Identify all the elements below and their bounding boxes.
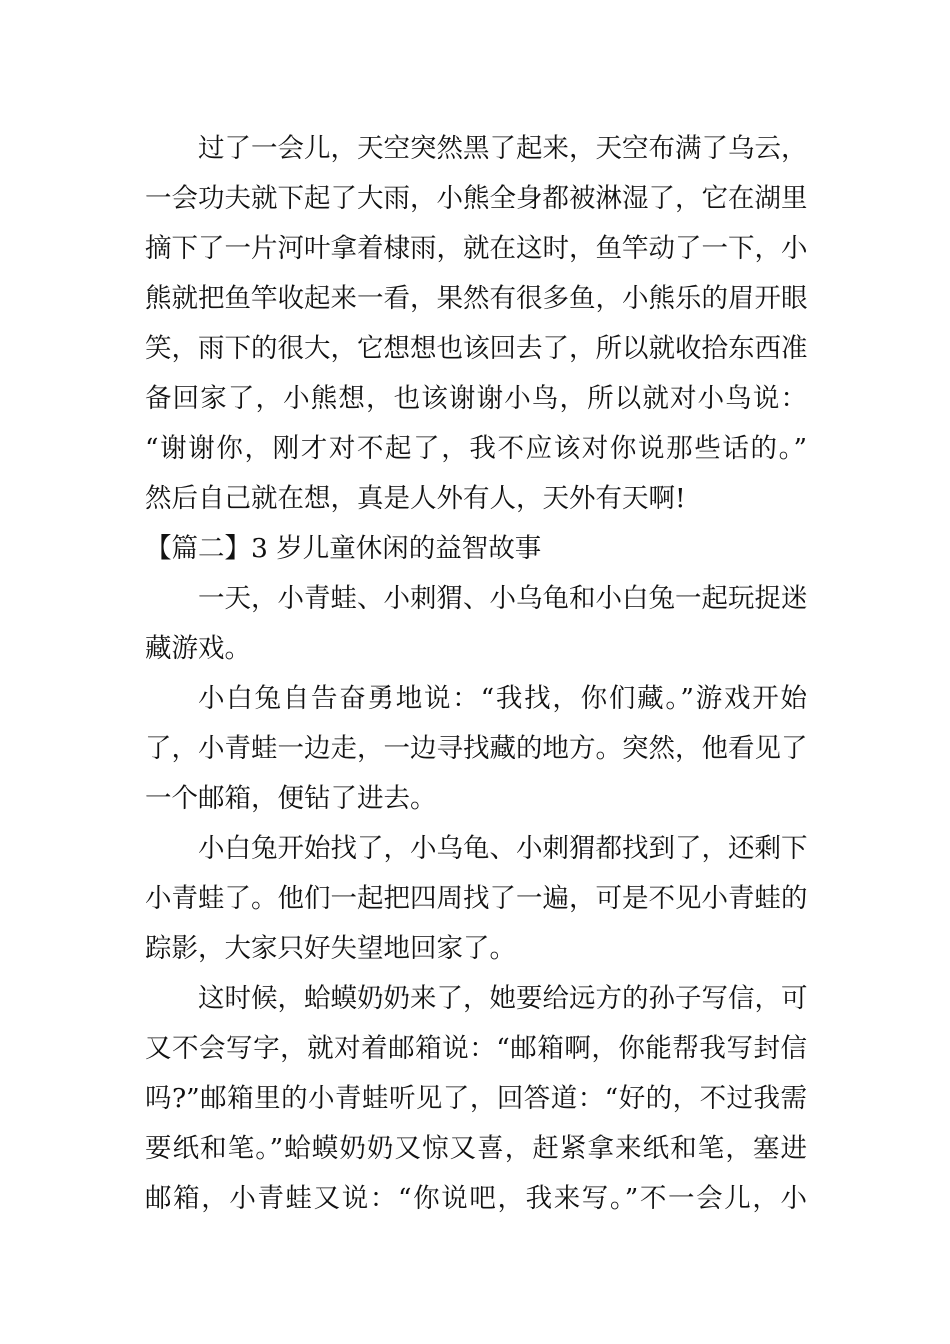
text-line: 然后自己就在想，真是人外有人，天外有天啊!	[145, 483, 686, 514]
text-line: 小白兔自告奋勇地说：“我找，你们藏。”游戏开始	[198, 683, 807, 714]
text-line: 吗?”邮箱里的小青蛙听见了，回答道：“好的，不过我需	[145, 1083, 807, 1114]
text-line: 又不会写字，就对着邮箱说：“邮箱啊，你能帮我写封信	[145, 1033, 807, 1064]
document-body	[145, 124, 807, 1224]
text-line: 踪影，大家只好失望地回家了。	[145, 933, 516, 964]
text-line: 这时候，蛤蟆奶奶来了，她要给远方的孙子写信，可	[198, 983, 808, 1014]
text-line: 藏游戏。	[145, 633, 251, 664]
text-line: 摘下了一片河叶拿着棣雨，就在这时，鱼竿动了一下，小	[145, 233, 808, 264]
text-line: 要纸和笔。”蛤蟆奶奶又惊又喜，赶紧拿来纸和笔，塞进	[145, 1133, 807, 1164]
text-line: 笑，雨下的很大，它想想也该回去了，所以就收拾东西准	[145, 333, 808, 364]
text-line: 备回家了，小熊想，也该谢谢小鸟，所以就对小鸟说：	[145, 383, 807, 414]
text-line: 了，小青蛙一边走，一边寻找藏的地方。突然，他看见了	[145, 733, 808, 764]
text-line: 过了一会儿，天空突然黑了起来，天空布满了乌云，	[198, 133, 808, 164]
text-line: 一天，小青蛙、小刺猬、小乌龟和小白兔一起玩捉迷	[198, 583, 808, 614]
text-line: 邮箱，小青蛙又说：“你说吧，我来写。”不一会儿，小	[145, 1183, 807, 1214]
text-line: 一会功夫就下起了大雨，小熊全身都被淋湿了，它在湖里	[145, 183, 808, 214]
text-line: “谢谢你，刚才对不起了，我不应该对你说那些话的。”	[145, 433, 807, 464]
text-line: 一个邮箱，便钻了进去。	[145, 783, 437, 814]
text-line: 小白兔开始找了，小乌龟、小刺猬都找到了，还剩下	[198, 833, 808, 864]
text-line: 小青蛙了。他们一起把四周找了一遍，可是不见小青蛙的	[145, 883, 808, 914]
section-heading: 【篇二】3 岁儿童休闲的益智故事	[145, 533, 542, 564]
text-line: 熊就把鱼竿收起来一看，果然有很多鱼，小熊乐的眉开眼	[145, 283, 808, 314]
